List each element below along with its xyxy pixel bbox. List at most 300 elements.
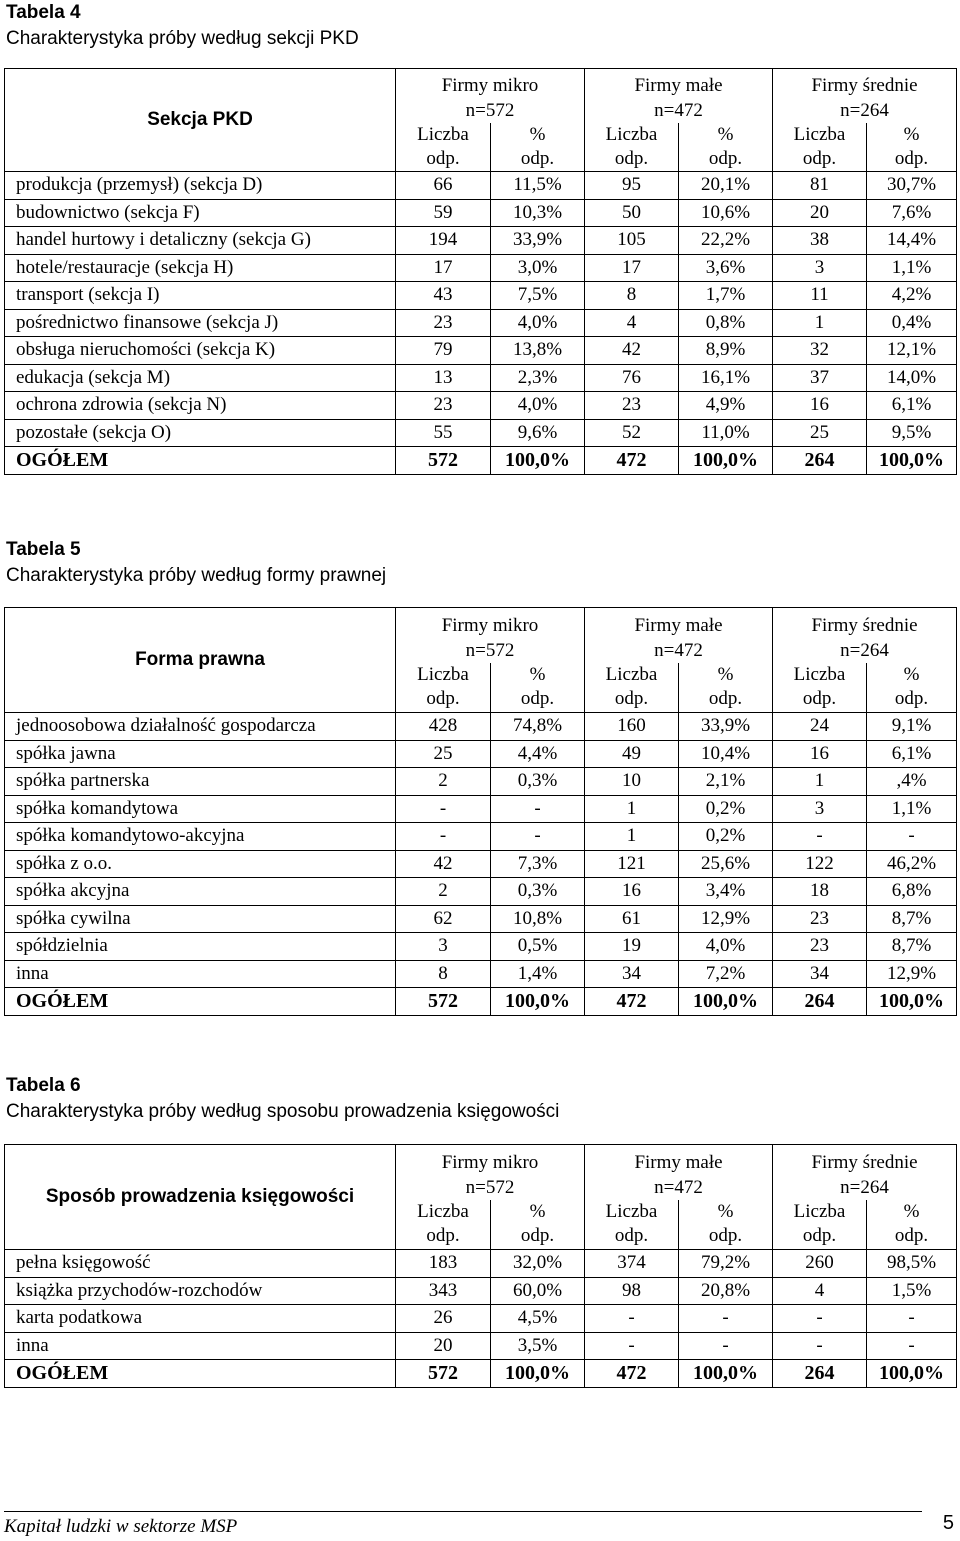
- cell-value: 23: [773, 933, 867, 961]
- cell-value: 2,1%: [679, 768, 773, 796]
- cell-value: 98: [585, 1277, 679, 1305]
- row-label: handel hurtowy i detaliczny (sekcja G): [5, 227, 396, 255]
- table-heading: [6, 537, 386, 589]
- row-label: jednoosobowa działalność gospodarcza: [5, 713, 396, 741]
- table-row: [5, 1277, 957, 1305]
- cell-value: 1,1%: [867, 795, 957, 823]
- table-row: [5, 1332, 957, 1360]
- cell-value: 1: [585, 795, 679, 823]
- row-label: budownictwo (sekcja F): [5, 199, 396, 227]
- subcolumn-label: Liczba: [793, 664, 846, 686]
- subcolumn-label: odp.: [614, 688, 649, 710]
- table-row: [5, 1305, 957, 1333]
- cell-value: 30,7%: [867, 172, 957, 200]
- cell-value: 7,2%: [679, 960, 773, 988]
- row-label: ochrona zdrowia (sekcja N): [5, 392, 396, 420]
- subcolumn-label: odp.: [802, 1225, 837, 1247]
- cell-value: 6,1%: [867, 392, 957, 420]
- table-row: [5, 905, 957, 933]
- cell-value: 121: [585, 850, 679, 878]
- column-group-n: n=572: [465, 1177, 515, 1199]
- cell-value: 10: [585, 768, 679, 796]
- table-row: [5, 337, 957, 365]
- cell-value: 20: [396, 1332, 491, 1360]
- cell-value: 260: [773, 1250, 867, 1278]
- subcolumn-header-pct: [679, 123, 773, 172]
- row-label: pełna księgowość: [5, 1250, 396, 1278]
- column-group-n: n=472: [654, 100, 703, 121]
- cell-value: 11,5%: [491, 172, 585, 200]
- total-value: 100,0%: [867, 447, 957, 475]
- column-group-header: [773, 69, 957, 124]
- subcolumn-header-pct: [491, 1200, 585, 1249]
- total-value: 100,0%: [679, 447, 773, 475]
- cell-value: 18: [773, 878, 867, 906]
- row-label: karta podatkowa: [5, 1305, 396, 1333]
- row-label: książka przychodów-rozchodów: [5, 1277, 396, 1305]
- subcolumn-label: Liczba: [605, 1201, 658, 1223]
- table-title: Charakterystyka próby według formy prawnej: [6, 565, 387, 586]
- cell-value: -: [679, 1332, 773, 1360]
- subcolumn-label: odp.: [426, 688, 460, 710]
- row-label: spółdzielnia: [5, 933, 396, 961]
- cell-value: 14,0%: [867, 364, 957, 392]
- subcolumn-label: Liczba: [605, 664, 658, 686]
- subcolumn-label: %: [529, 1201, 546, 1223]
- column-group-header: [773, 1145, 957, 1201]
- cell-value: 0,2%: [679, 823, 773, 851]
- total-value: 572: [396, 1360, 491, 1388]
- column-group-name: Firmy mikro: [441, 615, 539, 637]
- table-row: [5, 199, 957, 227]
- row-label: pośrednictwo finansowe (sekcja J): [5, 309, 396, 337]
- cell-value: 13: [396, 364, 491, 392]
- total-value: 572: [396, 447, 491, 475]
- column-group-name: Firmy średnie: [811, 1152, 918, 1174]
- table-title: Charakterystyka próby według sposobu prowadzenia księgowości: [6, 1101, 560, 1122]
- cell-value: 34: [585, 960, 679, 988]
- cell-value: 43: [396, 282, 491, 310]
- cell-value: 9,6%: [491, 419, 585, 447]
- cell-value: 4: [585, 309, 679, 337]
- cell-value: 122: [773, 850, 867, 878]
- column-group-n: n=572: [465, 100, 515, 121]
- page-number: 5: [942, 1512, 954, 1534]
- subcolumn-header-count: [585, 123, 679, 172]
- subcolumn-label: odp.: [708, 1225, 743, 1247]
- cell-value: 183: [396, 1250, 491, 1278]
- cell-value: 55: [396, 419, 491, 447]
- cell-value: -: [585, 1332, 679, 1360]
- cell-value: 20,8%: [679, 1277, 773, 1305]
- subcolumn-label: odp.: [894, 1225, 929, 1247]
- table-label: Tabela 6: [6, 1075, 81, 1096]
- column-group-header: [585, 608, 773, 664]
- subcolumn-label: Liczba: [793, 124, 846, 145]
- total-value: 100,0%: [679, 1360, 773, 1388]
- cell-value: 25: [773, 419, 867, 447]
- cell-value: 23: [585, 392, 679, 420]
- cell-value: 3,6%: [679, 254, 773, 282]
- cell-value: 8,7%: [867, 933, 957, 961]
- cell-value: 1: [585, 823, 679, 851]
- table-row: [5, 392, 957, 420]
- row-label: spółka cywilna: [5, 905, 396, 933]
- subcolumn-label: %: [717, 664, 734, 686]
- cell-value: 10,3%: [491, 199, 585, 227]
- total-value: 100,0%: [867, 1360, 957, 1388]
- cell-value: 3: [773, 795, 867, 823]
- cell-value: 6,8%: [867, 878, 957, 906]
- cell-value: 3,5%: [491, 1332, 585, 1360]
- table-row: [5, 768, 957, 796]
- cell-value: 52: [585, 419, 679, 447]
- table-row: [5, 823, 957, 851]
- total-row: [5, 988, 957, 1016]
- row-label: hotele/restauracje (sekcja H): [5, 254, 396, 282]
- table-label: Tabela 4: [6, 2, 81, 23]
- subcolumn-label: odp.: [520, 1225, 555, 1247]
- cell-value: 2: [396, 768, 491, 796]
- row-label: produkcja (przemysł) (sekcja D): [5, 172, 396, 200]
- cell-value: 8,9%: [679, 337, 773, 365]
- subcolumn-header-count: [396, 123, 491, 172]
- subcolumn-header-pct: [679, 1200, 773, 1249]
- subcolumn-label: odp.: [802, 148, 837, 169]
- cell-value: 23: [396, 392, 491, 420]
- cell-value: 194: [396, 227, 491, 255]
- table-row: [5, 1250, 957, 1278]
- column-group-header: [396, 1145, 585, 1201]
- cell-value: 7,6%: [867, 199, 957, 227]
- table-row: [5, 172, 957, 200]
- cell-value: 59: [396, 199, 491, 227]
- column-group-name: Firmy mikro: [441, 75, 539, 96]
- column-group-n: n=264: [840, 100, 889, 121]
- cell-value: 0,3%: [491, 878, 585, 906]
- column-group-name: Firmy średnie: [811, 75, 918, 96]
- cell-value: 81: [773, 172, 867, 200]
- table-row: [5, 364, 957, 392]
- subcolumn-label: odp.: [802, 688, 837, 710]
- row-label: obsługa nieruchomości (sekcja K): [5, 337, 396, 365]
- subcolumn-header-pct: [491, 663, 585, 712]
- row-label: inna: [5, 960, 396, 988]
- cell-value: 1: [773, 309, 867, 337]
- cell-value: ,4%: [867, 768, 957, 796]
- table-heading: [6, 0, 359, 52]
- cell-value: 4,0%: [491, 392, 585, 420]
- row-label: spółka komandytowo-akcyjna: [5, 823, 396, 851]
- cell-value: 105: [585, 227, 679, 255]
- cell-value: -: [491, 823, 585, 851]
- cell-value: 76: [585, 364, 679, 392]
- total-value: 264: [773, 988, 867, 1016]
- table-row: [5, 713, 957, 741]
- table-row: [5, 309, 957, 337]
- footer-divider: [4, 1511, 922, 1512]
- cell-value: 98,5%: [867, 1250, 957, 1278]
- row-header-label: Forma prawna: [5, 608, 396, 713]
- total-value: 264: [773, 1360, 867, 1388]
- cell-value: 17: [585, 254, 679, 282]
- cell-value: 42: [585, 337, 679, 365]
- cell-value: 0,8%: [679, 309, 773, 337]
- cell-value: 3: [773, 254, 867, 282]
- cell-value: 374: [585, 1250, 679, 1278]
- subcolumn-header-count: [396, 1200, 491, 1249]
- column-group-n: n=264: [840, 640, 889, 662]
- subcolumn-label: odp.: [708, 148, 743, 169]
- cell-value: 79,2%: [679, 1250, 773, 1278]
- cell-value: 50: [585, 199, 679, 227]
- column-group-name: Firmy mikro: [441, 1152, 539, 1174]
- total-value: 264: [773, 447, 867, 475]
- column-group-n: n=572: [465, 640, 515, 662]
- subcolumn-header-count: [773, 1200, 867, 1249]
- cell-value: 4,5%: [491, 1305, 585, 1333]
- cell-value: 3,4%: [679, 878, 773, 906]
- cell-value: 79: [396, 337, 491, 365]
- row-label: inna: [5, 1332, 396, 1360]
- subcolumn-label: odp.: [520, 688, 555, 710]
- cell-value: 2,3%: [491, 364, 585, 392]
- row-header-label: Sekcja PKD: [5, 69, 396, 172]
- subcolumn-label: Liczba: [605, 124, 658, 145]
- total-value: 100,0%: [679, 988, 773, 1016]
- table-row: [5, 254, 957, 282]
- column-group-name: Firmy małe: [634, 615, 723, 637]
- cell-value: 11,0%: [679, 419, 773, 447]
- total-label: OGÓŁEM: [5, 1360, 396, 1388]
- cell-value: 343: [396, 1277, 491, 1305]
- cell-value: 10,8%: [491, 905, 585, 933]
- cell-value: 12,9%: [679, 905, 773, 933]
- row-label: pozostałe (sekcja O): [5, 419, 396, 447]
- table-row: [5, 419, 957, 447]
- cell-value: 38: [773, 227, 867, 255]
- table-row: [5, 850, 957, 878]
- cell-value: 34: [773, 960, 867, 988]
- cell-value: 37: [773, 364, 867, 392]
- cell-value: 6,1%: [867, 740, 957, 768]
- row-header-label: Sposób prowadzenia księgowości: [5, 1145, 396, 1250]
- cell-value: 8: [585, 282, 679, 310]
- cell-value: 49: [585, 740, 679, 768]
- total-value: 100,0%: [867, 988, 957, 1016]
- cell-value: 74,8%: [491, 713, 585, 741]
- cell-value: 2: [396, 878, 491, 906]
- cell-value: 1,7%: [679, 282, 773, 310]
- cell-value: 60,0%: [491, 1277, 585, 1305]
- subcolumn-label: %: [717, 1201, 734, 1223]
- cell-value: 11: [773, 282, 867, 310]
- subcolumn-label: %: [529, 124, 546, 145]
- total-row: [5, 447, 957, 475]
- cell-value: 26: [396, 1305, 491, 1333]
- cell-value: -: [585, 1305, 679, 1333]
- subcolumn-label: odp.: [426, 1225, 460, 1247]
- subcolumn-header-pct: [867, 663, 957, 712]
- cell-value: -: [396, 795, 491, 823]
- cell-value: -: [773, 1332, 867, 1360]
- column-group-n: n=472: [654, 1177, 703, 1199]
- cell-value: 42: [396, 850, 491, 878]
- row-label: spółka komandytowa: [5, 795, 396, 823]
- total-value: 472: [585, 988, 679, 1016]
- column-group-n: n=264: [840, 1177, 889, 1199]
- cell-value: 7,5%: [491, 282, 585, 310]
- total-value: 472: [585, 1360, 679, 1388]
- cell-value: 32,0%: [491, 1250, 585, 1278]
- subcolumn-label: odp.: [708, 688, 743, 710]
- cell-value: 0,2%: [679, 795, 773, 823]
- cell-value: 7,3%: [491, 850, 585, 878]
- cell-value: 66: [396, 172, 491, 200]
- footer-title: Kapitał ludzki w sektorze MSP: [4, 1516, 238, 1537]
- subcolumn-header-count: [396, 663, 491, 712]
- header-row-groups: [5, 608, 957, 664]
- cell-value: 22,2%: [679, 227, 773, 255]
- cell-value: 1,5%: [867, 1277, 957, 1305]
- subcolumn-label: %: [717, 124, 734, 145]
- cell-value: 428: [396, 713, 491, 741]
- cell-value: 0,4%: [867, 309, 957, 337]
- cell-value: 16: [773, 740, 867, 768]
- row-label: spółka jawna: [5, 740, 396, 768]
- column-group-n: n=472: [654, 640, 703, 662]
- subcolumn-label: Liczba: [793, 1201, 846, 1223]
- cell-value: 17: [396, 254, 491, 282]
- subcolumn-label: odp.: [894, 148, 929, 169]
- total-label: OGÓŁEM: [5, 447, 396, 475]
- cell-value: 1,1%: [867, 254, 957, 282]
- cell-value: 46,2%: [867, 850, 957, 878]
- cell-value: 25: [396, 740, 491, 768]
- column-group-header: [396, 608, 585, 664]
- cell-value: -: [867, 1332, 957, 1360]
- cell-value: 3,0%: [491, 254, 585, 282]
- cell-value: 12,9%: [867, 960, 957, 988]
- subcolumn-label: Liczba: [417, 124, 469, 145]
- cell-value: 32: [773, 337, 867, 365]
- table-row: [5, 960, 957, 988]
- table-row: [5, 282, 957, 310]
- data-table: [4, 607, 957, 1016]
- subcolumn-header-pct: [867, 1200, 957, 1249]
- row-label: edukacja (sekcja M): [5, 364, 396, 392]
- cell-value: -: [491, 795, 585, 823]
- cell-value: 19: [585, 933, 679, 961]
- cell-value: 23: [396, 309, 491, 337]
- cell-value: 33,9%: [679, 713, 773, 741]
- table-row: [5, 740, 957, 768]
- table-row: [5, 933, 957, 961]
- total-label: OGÓŁEM: [5, 988, 396, 1016]
- cell-value: 24: [773, 713, 867, 741]
- cell-value: 23: [773, 905, 867, 933]
- cell-value: 20,1%: [679, 172, 773, 200]
- column-group-header: [396, 69, 585, 124]
- cell-value: -: [396, 823, 491, 851]
- cell-value: 9,5%: [867, 419, 957, 447]
- cell-value: 160: [585, 713, 679, 741]
- cell-value: 10,6%: [679, 199, 773, 227]
- column-group-header: [585, 69, 773, 124]
- total-value: 100,0%: [491, 988, 585, 1016]
- cell-value: -: [679, 1305, 773, 1333]
- cell-value: 4,4%: [491, 740, 585, 768]
- column-group-name: Firmy małe: [634, 1152, 723, 1174]
- subcolumn-header-pct: [867, 123, 957, 172]
- cell-value: 20: [773, 199, 867, 227]
- cell-value: 16: [773, 392, 867, 420]
- cell-value: 25,6%: [679, 850, 773, 878]
- subcolumn-header-pct: [679, 663, 773, 712]
- row-label: transport (sekcja I): [5, 282, 396, 310]
- subcolumn-label: %: [903, 1201, 920, 1223]
- row-label: spółka z o.o.: [5, 850, 396, 878]
- cell-value: 4: [773, 1277, 867, 1305]
- cell-value: 14,4%: [867, 227, 957, 255]
- total-value: 100,0%: [491, 1360, 585, 1388]
- column-group-header: [773, 608, 957, 664]
- cell-value: 1: [773, 768, 867, 796]
- header-row-groups: [5, 1145, 957, 1201]
- subcolumn-header-count: [585, 1200, 679, 1249]
- cell-value: -: [867, 823, 957, 851]
- subcolumn-label: odp.: [614, 1225, 649, 1247]
- subcolumn-header-count: [773, 663, 867, 712]
- cell-value: 13,8%: [491, 337, 585, 365]
- cell-value: 4,0%: [679, 933, 773, 961]
- cell-value: 62: [396, 905, 491, 933]
- subcolumn-label: Liczba: [417, 1201, 469, 1223]
- cell-value: 10,4%: [679, 740, 773, 768]
- cell-value: 95: [585, 172, 679, 200]
- table-heading: [6, 1073, 559, 1125]
- cell-value: 0,5%: [491, 933, 585, 961]
- subcolumn-label: %: [903, 124, 920, 145]
- header-row-groups: [5, 69, 957, 124]
- cell-value: 9,1%: [867, 713, 957, 741]
- table-label: Tabela 5: [6, 539, 81, 560]
- cell-value: 8,7%: [867, 905, 957, 933]
- subcolumn-header-pct: [491, 123, 585, 172]
- column-group-header: [585, 1145, 773, 1201]
- cell-value: 16,1%: [679, 364, 773, 392]
- total-value: 472: [585, 447, 679, 475]
- cell-value: 4,2%: [867, 282, 957, 310]
- cell-value: 12,1%: [867, 337, 957, 365]
- row-label: spółka akcyjna: [5, 878, 396, 906]
- cell-value: -: [867, 1305, 957, 1333]
- cell-value: -: [773, 1305, 867, 1333]
- table-row: [5, 878, 957, 906]
- cell-value: 16: [585, 878, 679, 906]
- total-row: [5, 1360, 957, 1388]
- cell-value: 0,3%: [491, 768, 585, 796]
- subcolumn-label: odp.: [426, 148, 460, 169]
- subcolumn-header-count: [585, 663, 679, 712]
- cell-value: 33,9%: [491, 227, 585, 255]
- column-group-name: Firmy średnie: [811, 615, 918, 637]
- table-title: Charakterystyka próby według sekcji PKD: [6, 28, 359, 49]
- row-label: spółka partnerska: [5, 768, 396, 796]
- total-value: 100,0%: [491, 447, 585, 475]
- data-table: [4, 1144, 957, 1388]
- cell-value: 61: [585, 905, 679, 933]
